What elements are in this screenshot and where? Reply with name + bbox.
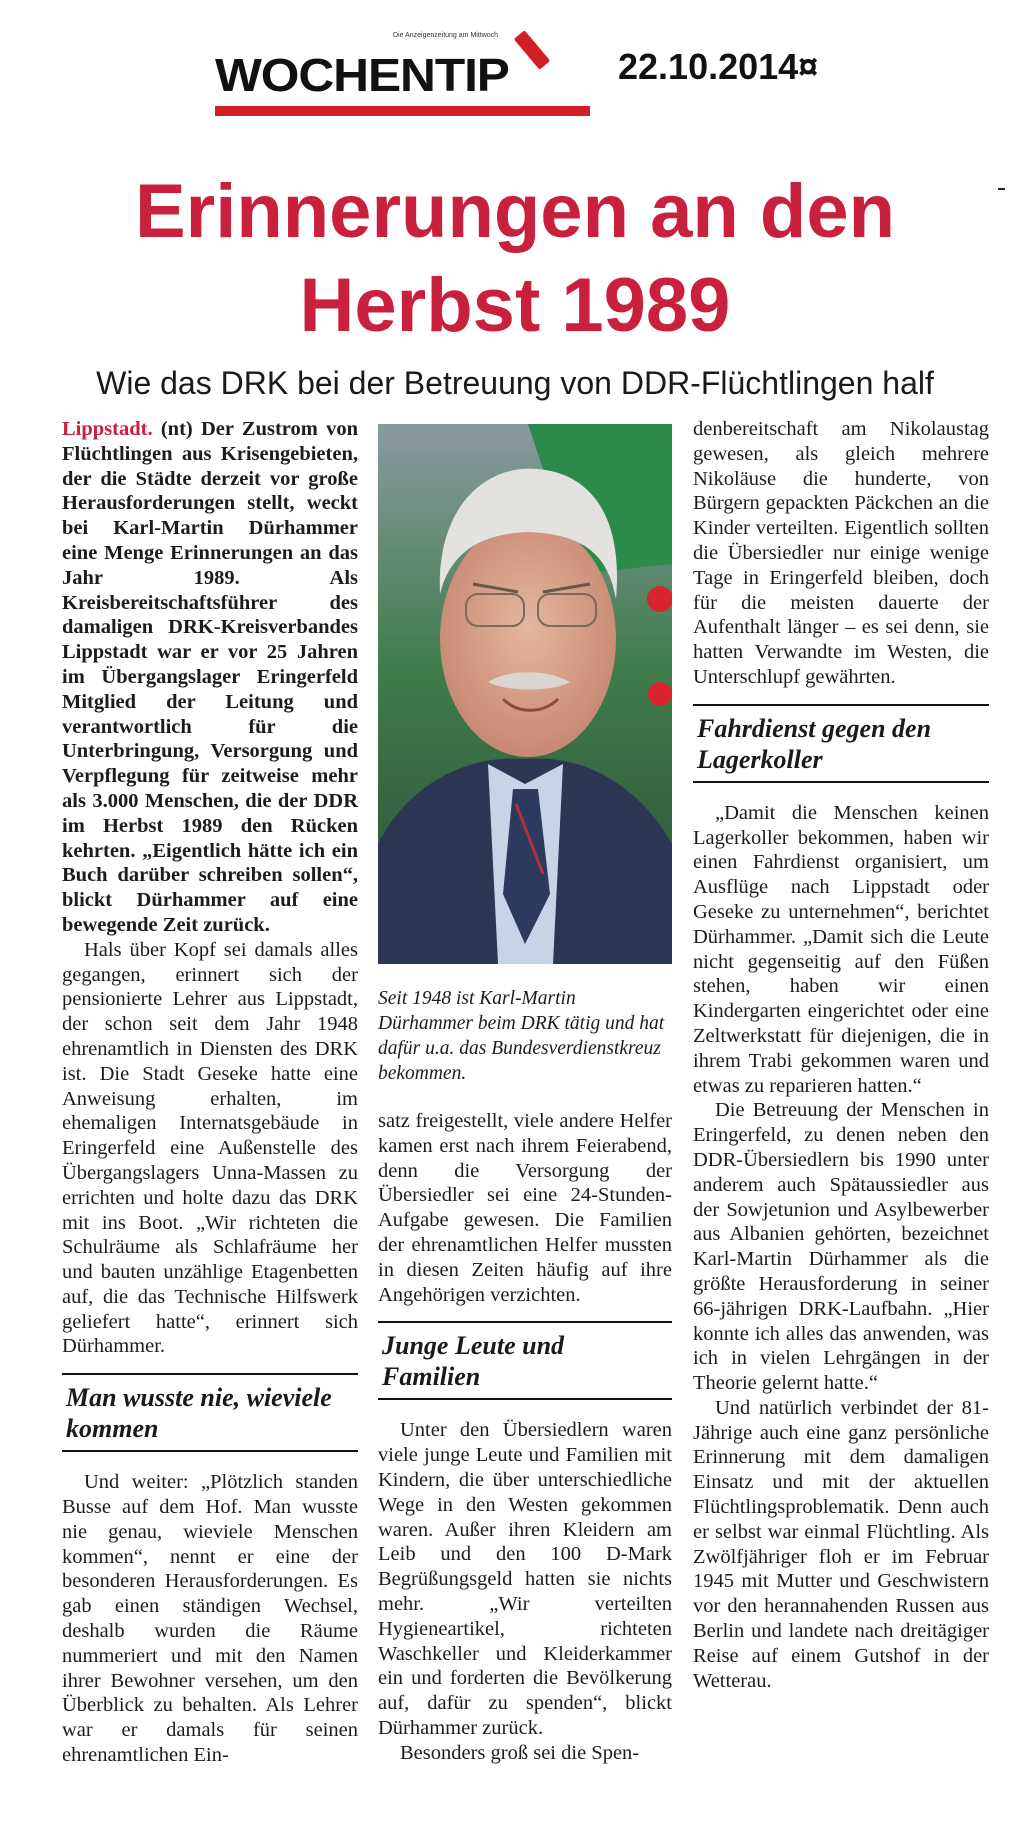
article-column-2 bbox=[378, 1109, 672, 1766]
section-subtitle-3: Fahrdienst gegen den Lagerkoller bbox=[693, 704, 989, 783]
headline bbox=[40, 165, 990, 353]
photo-caption: Seit 1948 ist Karl-Martin Dürhammer beim DRK tätig und hat dafür u.a. das Bundesverdienstkreuz bekommen. bbox=[378, 988, 665, 1084]
logo-tagline: Die Anzeigenzeitung am Mittwoch bbox=[393, 32, 499, 39]
pencil-icon bbox=[514, 30, 550, 70]
article-paragraph: „Damit die Menschen keinen Lagerkoller bekommen, haben wir einen Fahrdienst organisiert, um Ausflüge nach Lippstadt oder Geseke zu unternehmen“, berichtet Dürhammer. „Damit sich die Leute nicht gegenseitig auf den Füßen stehen, haben wir einen Kindergarten eingerichtet oder eine Zeltwerkstatt für diejenigen, die in ihrem Trabi gekommen waren und etwas zu reparieren hatten.“ bbox=[693, 801, 989, 1097]
article-lead bbox=[62, 417, 358, 938]
logo-underline bbox=[215, 106, 590, 116]
portrait-illustration bbox=[378, 424, 672, 964]
article-paragraph: satz freigestellt, viele andere Helfer kamen erst nach ihrem Feierabend, denn die Versorgung der Übersiedler sei eine 24-Stunden-Aufgabe gewesen. Die Familien der ehrenamtlichen Helfer mussten in diesen Zeiten häufig auf ihre Angehörigen verzichten. bbox=[378, 1110, 672, 1306]
article-paragraph: Und weiter: „Plötzlich standen Busse auf dem Hof. Man wusste nie genau, wieviele Menschen kommen“, nennt er eine der besonderen Herausforderungen. Es gab einen ständigen Wechsel, deshalb wurden die Räume nummeriert und mit den Namen ihrer Bewohner versehen, um den Überblick zu behalten. Als Lehrer war er damals für seinen ehrenamtlichen Ein- bbox=[62, 1471, 358, 1767]
margin-mark bbox=[998, 188, 1005, 190]
headline-line-1: Erinnerungen an den bbox=[134, 169, 896, 254]
article-paragraph: denbereitschaft am Nikolaustag gewesen, als gleich mehrere Nikoläuse die hunderte, von Bürgern gepackten Päckchen an die Kinder verteilten. Eigentlich sollten die Übersiedler nur einige wenige Tage in Eringerfeld bleiben, doch für die meisten dauerte der Aufenthalt länger – es sei denn, sie hatten Verwandte im Westen, die Unterschlupf gewährten. bbox=[693, 418, 989, 688]
dateline: Lippstadt. bbox=[62, 418, 153, 440]
article-paragraph: Besonders groß sei die Spen- bbox=[400, 1741, 640, 1764]
article-column-1 bbox=[62, 417, 358, 1768]
issue-date: 22.10.2014¤ bbox=[618, 46, 819, 87]
article-paragraph: Und natürlich verbindet der 81-Jährige auch eine ganz persönliche Erinnerung mit dem damaligen Einsatz und mit der aktuellen Flüchtlingsproblematik. Denn auch er selbst war einmal Flüchtling. Als Zwölfjähriger floh er im Februar 1945 mit Mutter und Geschwistern vor den herannahenden Russen aus Berlin und landete nach dreitägiger Reise auf einem Gutshof in der Wetterau. bbox=[693, 1396, 989, 1692]
article-paragraph: Die Betreuung der Menschen in Eringerfeld, zu denen neben den DDR-Übersiedlern bis 1990 unter anderem auch Spätaussiedler aus der Sowjetunion und Asylbewerber aus Albanien gehörten, bezeichnet Karl-Martin Dürhammer als die größte Herausforderung in seiner 66-jährigen DRK-Laufbahn. „Hier konnte ich alles das anwenden, was ich in vielen Lehrgängen in der Theorie gelernt hatte.“ bbox=[693, 1099, 989, 1395]
article-column-3 bbox=[693, 417, 989, 1693]
article-paragraph: Hals über Kopf sei damals alles gegangen, erinnert sich der pensionierte Lehrer aus Lippstadt, der schon seit dem Jahr 1948 ehrenamtlich in Diensten des DRK ist. Die Stadt Geseke hatte eine Anweisung erhalten, im ehemaligen Internatsgebäude in Eringerfeld eine Außenstelle des Übergangslagers Unna-Massen zu errichten und holte dazu das DRK mit ins Boot. „Wir richteten die Schulräume als Schlafräume her und bauten unzählige Etagenbetten auf, die das Technische Hilfswerk geliefert hatte“, erinnert sich Dürhammer. bbox=[62, 938, 358, 1358]
lead-text: (nt) Der Zustrom von Flüchtlingen aus Krisengebieten, der die Städte derzeit vor große Herausforderungen stellt, weckt bei Karl-Martin Dürhammer eine Menge Erinnerungen an das Jahr 1989. Als Kreisbereitschaftsführer des damaligen DRK-Kreisverbandes Lippstadt war er vor 25 Jahren im Übergangslager Eringerfeld Mitglied der Leitung und verantwortlich für die Unterbringung, Versorgung und Verpflegung für zeitweise mehr als 3.000 Menschen, die der DDR im Herbst 1989 den Rücken kehrten. „Eigentlich hätte ich ein Buch darüber schreiben sollen“, blickt Dürhammer auf eine bewegende Zeit zurück. bbox=[62, 418, 358, 936]
article-paragraph: Unter den Übersiedlern waren viele junge Leute und Familien mit Kindern, die über unterschiedliche Wege in den Westen gekommen waren. Außer ihren Kleidern am Leib und den 100 D-Mark Begrüßungsgeld hatten sie nichts mehr. „Wir verteilten Hygieneartikel, richteten Waschkeller und Kleiderkammer ein und forderten die Bevölkerung auf, dafür zu spenden“, blickt Dürhammer zurück. bbox=[378, 1419, 672, 1739]
headline-line-2: Herbst 1989 bbox=[299, 263, 731, 348]
logo-text: WOCHENTIP bbox=[215, 49, 509, 101]
portrait-photo bbox=[378, 424, 672, 964]
section-subtitle-2: Junge Leute und Familien bbox=[378, 1321, 672, 1400]
subheadline: Wie das DRK bei der Betreuung von DDR-Flüchtlingen half bbox=[96, 365, 934, 401]
section-subtitle-1: Man wusste nie, wieviele kommen bbox=[62, 1373, 358, 1452]
masthead-logo bbox=[215, 26, 595, 121]
